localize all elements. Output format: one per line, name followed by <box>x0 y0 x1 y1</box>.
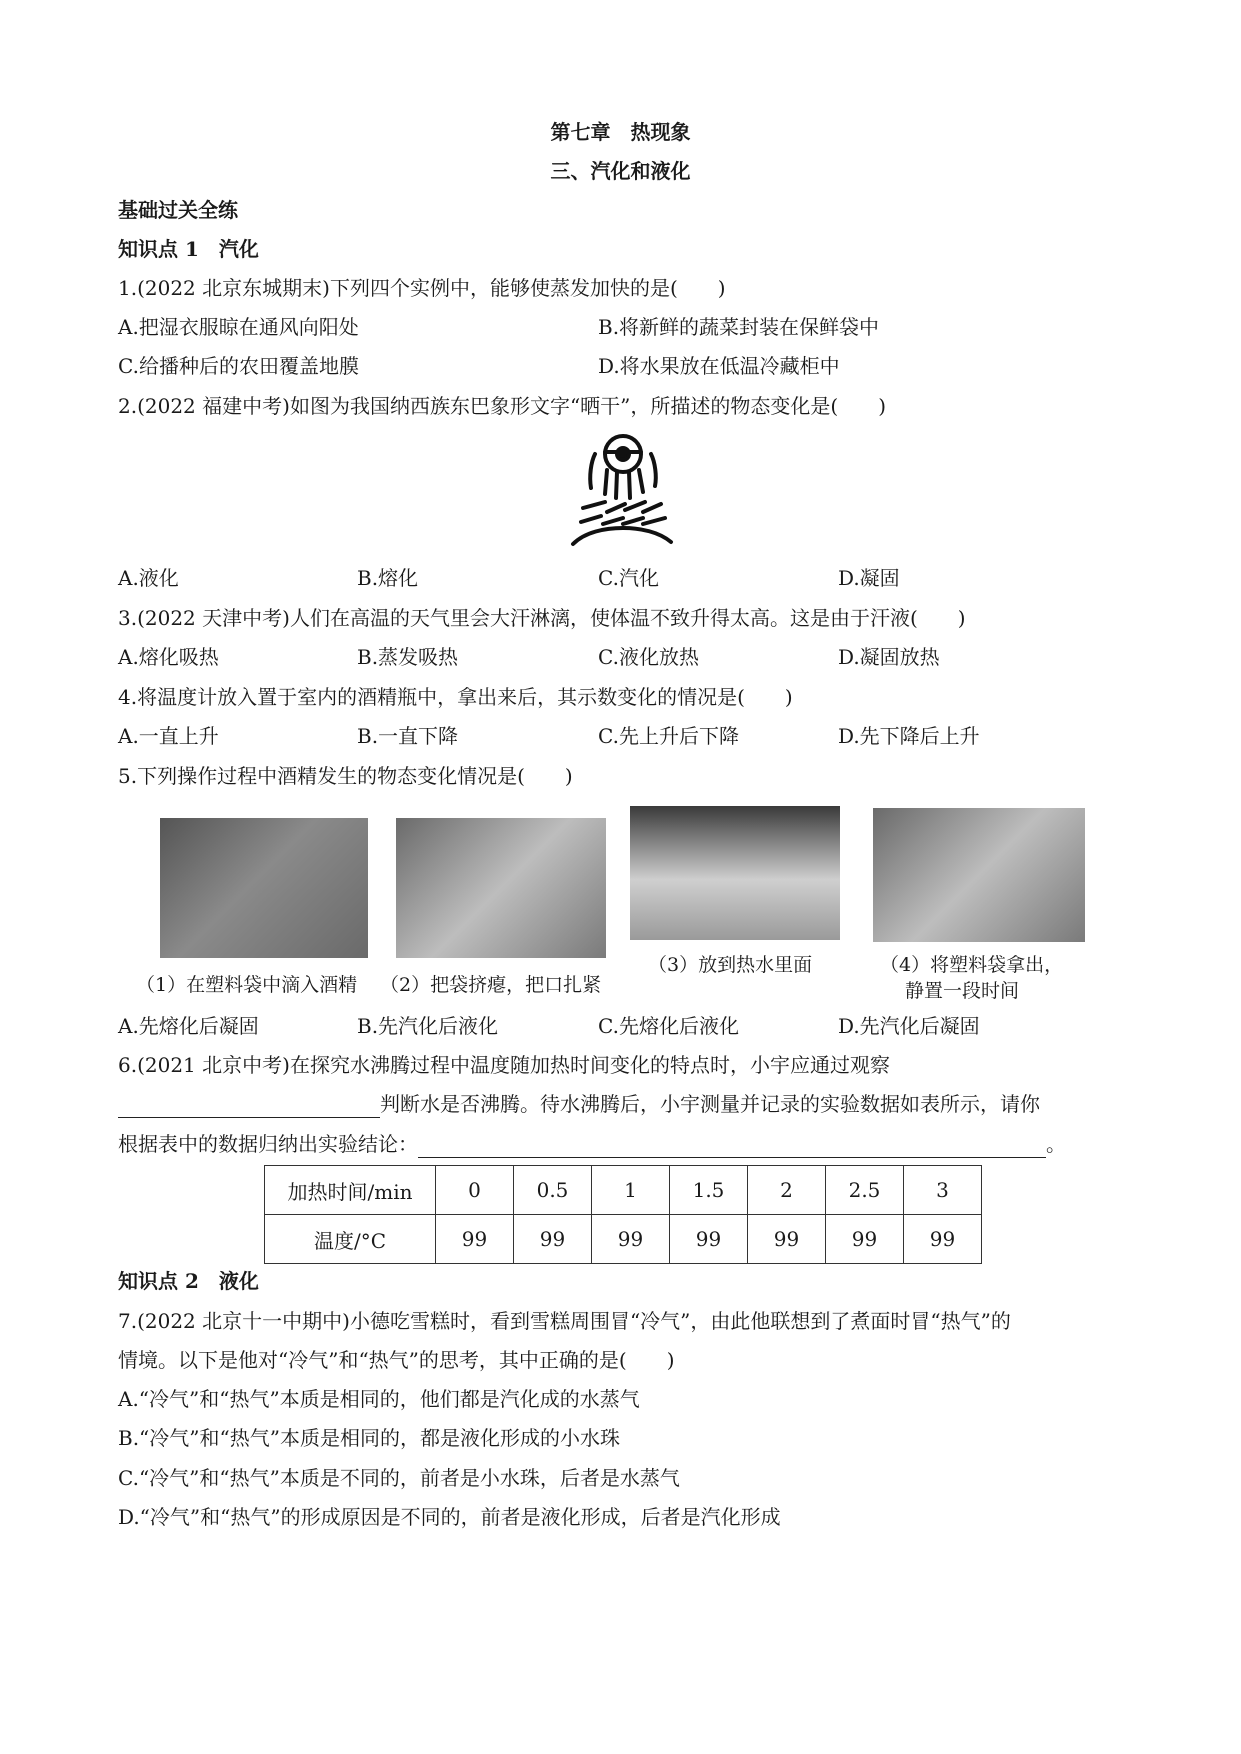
q5-caption-3: （3）放到热水里面 <box>648 954 813 976</box>
q3-option-c: C.液化放热 <box>598 645 699 669</box>
q7-option-a: A.“冷气”和“热气”本质是相同的，他们都是汽化成的水蒸气 <box>118 1387 640 1411</box>
q6-line-2-text: 判断水是否沸腾。待水沸腾后，小宇测量并记录的实验数据如表所示，请你 <box>380 1092 1040 1116</box>
q6-line-3-end: 。 <box>1046 1132 1066 1156</box>
q2-stem: 2.(2022 福建中考)如图为我国纳西族东巴象形文字“晒干”，所描述的物态变化是( ) <box>118 394 886 418</box>
table-cell: 99 <box>670 1215 748 1264</box>
q5-stem: 5.下列操作过程中酒精发生的物态变化情况是( ) <box>118 764 573 788</box>
q5-caption-2: （2）把袋挤瘪，把口扎紧 <box>380 974 602 996</box>
knowledge-point-1: 知识点 1 汽化 <box>118 237 259 261</box>
table-cell: 2.5 <box>826 1166 904 1215</box>
table-cell: 99 <box>514 1215 592 1264</box>
table-cell: 0.5 <box>514 1166 592 1215</box>
q2-option-c: C.汽化 <box>598 566 659 590</box>
knowledge-point-2: 知识点 2 液化 <box>118 1269 259 1293</box>
q3-option-a: A.熔化吸热 <box>118 645 219 669</box>
q7-option-c: C.“冷气”和“热气”本质是不同的，前者是小水珠，后者是水蒸气 <box>118 1466 680 1490</box>
table-cell: 1.5 <box>670 1166 748 1215</box>
table-cell: 99 <box>904 1215 982 1264</box>
section-title: 三、汽化和液化 <box>550 159 691 183</box>
q6-line-3 <box>118 1130 1066 1158</box>
table-cell: 99 <box>826 1215 904 1264</box>
q4-option-a: A.一直上升 <box>118 724 219 748</box>
q6-data-table <box>264 1165 982 1264</box>
photo-bag-in-hot-water <box>630 806 840 940</box>
q3-option-d: D.凝固放热 <box>838 645 940 669</box>
q6-answer-blank-1[interactable] <box>118 1095 380 1118</box>
q5-option-b: B.先汽化后液化 <box>357 1014 499 1038</box>
q4-stem: 4.将温度计放入置于室内的酒精瓶中，拿出来后，其示数变化的情况是( ) <box>118 685 793 709</box>
q2-option-d: D.凝固 <box>838 566 900 590</box>
chapter-title: 第七章 热现象 <box>550 120 691 144</box>
q5-caption-4a: （4）将塑料袋拿出， <box>880 954 1064 976</box>
table-cell: 99 <box>592 1215 670 1264</box>
q6-line-1: 6.(2021 北京中考)在探究水沸腾过程中温度随加热时间变化的特点时，小宇应通过观察 <box>118 1053 890 1077</box>
q2-option-a: A.液化 <box>118 566 179 590</box>
q3-stem: 3.(2022 天津中考)人们在高温的天气里会大汗淋漓，使体温不致升得太高。这是由于汗液( ) <box>118 606 966 630</box>
table-cell: 3 <box>904 1166 982 1215</box>
q3-option-b: B.蒸发吸热 <box>357 645 459 669</box>
q7-line-1: 7.(2022 北京十一中期中)小德吃雪糕时，看到雪糕周围冒“冷气”，由此他联想到了煮面时冒“热气”的 <box>118 1309 1011 1333</box>
q6-answer-blank-2[interactable] <box>418 1135 1046 1158</box>
photo-dropping-alcohol <box>160 818 368 958</box>
q5-caption-4b: 静置一段时间 <box>905 980 1020 1002</box>
q1-option-b: B.将新鲜的蔬菜封装在保鲜袋中 <box>598 315 880 339</box>
table-row-label: 温度/°C <box>265 1215 436 1264</box>
table-cell: 2 <box>748 1166 826 1215</box>
q1-stem: 1.(2022 北京东城期末)下列四个实例中，能够使蒸发加快的是( ) <box>118 276 726 300</box>
q4-option-b: B.一直下降 <box>357 724 459 748</box>
q5-caption-1: （1）在塑料袋中滴入酒精 <box>136 974 358 996</box>
q6-line-3-text: 根据表中的数据归纳出实验结论： <box>118 1132 418 1156</box>
table-row-label: 加热时间/min <box>265 1166 436 1215</box>
table-cell: 99 <box>748 1215 826 1264</box>
q1-option-c: C.给播种后的农田覆盖地膜 <box>118 354 359 378</box>
q2-option-b: B.熔化 <box>357 566 419 590</box>
q6-line-2 <box>118 1090 1040 1118</box>
photo-squeezed-bag <box>396 818 606 958</box>
q7-option-b: B.“冷气”和“热气”本质是相同的，都是液化形成的小水珠 <box>118 1426 620 1450</box>
table-row <box>265 1215 982 1264</box>
table-row <box>265 1166 982 1215</box>
q5-option-a: A.先熔化后凝固 <box>118 1014 259 1038</box>
part-title: 基础过关全练 <box>118 198 238 222</box>
q5-option-d: D.先汽化后凝固 <box>838 1014 980 1038</box>
q1-option-a: A.把湿衣服晾在通风向阳处 <box>118 315 359 339</box>
q7-line-2: 情境。以下是他对“冷气”和“热气”的思考，其中正确的是( ) <box>118 1348 675 1372</box>
q4-option-c: C.先上升后下降 <box>598 724 739 748</box>
photo-bag-taken-out <box>873 808 1085 942</box>
q4-option-d: D.先下降后上升 <box>838 724 980 748</box>
table-cell: 1 <box>592 1166 670 1215</box>
table-cell: 99 <box>436 1215 514 1264</box>
dongba-pictograph-sun-drying <box>565 432 677 552</box>
q7-option-d: D.“冷气”和“热气”的形成原因是不同的，前者是液化形成，后者是汽化形成 <box>118 1505 781 1529</box>
q1-option-d: D.将水果放在低温冷藏柜中 <box>598 354 840 378</box>
q5-option-c: C.先熔化后液化 <box>598 1014 739 1038</box>
table-cell: 0 <box>436 1166 514 1215</box>
